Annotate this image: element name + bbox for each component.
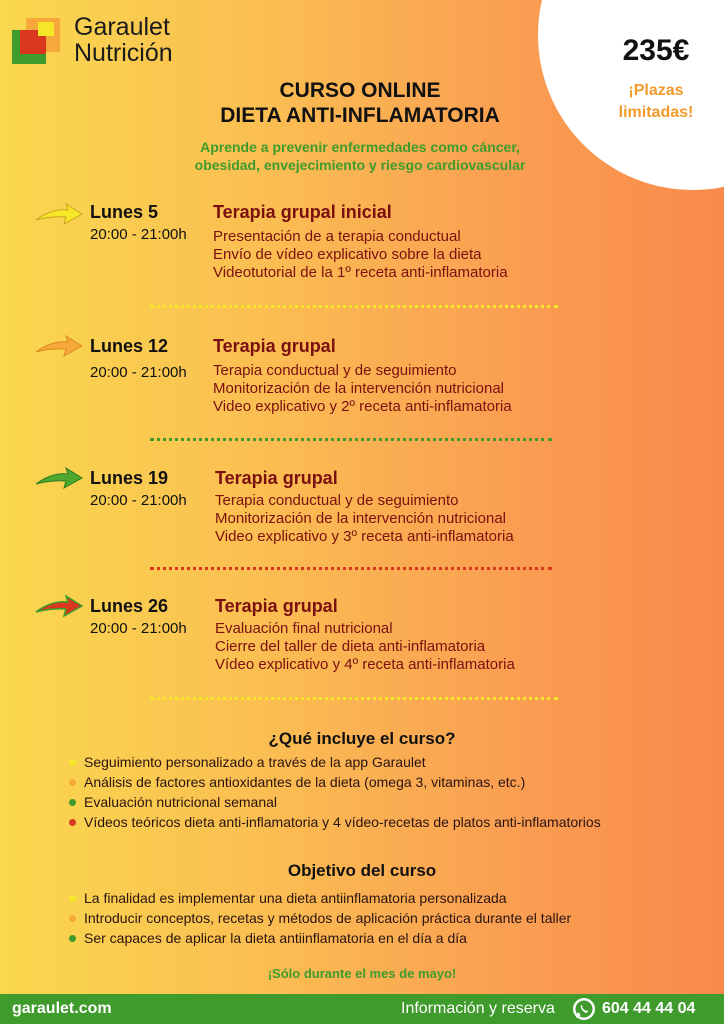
session-2 [0,334,724,454]
price-note-line-2: limitadas! [618,104,694,121]
session-day: Lunes 12 [90,336,169,356]
right-arrow-icon [34,466,84,492]
session-items [215,620,515,674]
title-line-1: CURSO ONLINE [279,79,441,102]
price-amount: 235€ [622,34,690,67]
session-item: Evaluación final nutricional [215,620,393,637]
subtitle-line-2: obesidad, envejecimiento y riesgo cardiovascular [194,157,526,173]
whatsapp-icon[interactable] [572,997,596,1021]
session-item: Presentación de a terapia conductual [213,228,461,245]
red-dot-icon [69,819,76,826]
garaulet-logo-icon [12,18,62,68]
list-item: La finalidad es implementar una dieta antiinflamatoria personalizada [68,888,708,908]
session-title: Terapia grupal inicial [213,202,392,222]
session-item: Monitorización de la intervención nutricional [215,510,506,527]
session-item: Videotutorial de la 1º receta anti-inflamatoria [213,264,508,281]
right-arrow-icon [34,334,84,360]
objective-heading: Objetivo del curso [287,861,437,880]
session-items [215,492,514,546]
list-item: Seguimiento personalizado a través de la app Garaulet [68,752,708,772]
brand-logo [12,14,202,70]
divider-yellow [150,697,558,700]
session-item: Cierre del taller de dieta anti-inflamatoria [215,638,486,655]
session-item: Terapia conductual y de seguimiento [213,362,457,379]
session-day: Lunes 5 [90,202,159,222]
session-title: Terapia grupal [215,468,338,488]
list-item: Ser capaces de aplicar la dieta antiinflamatoria en el día a día [68,928,708,948]
course-title [140,78,580,128]
course-subtitle [120,138,600,174]
price-note-line-1: ¡Plazas [628,82,684,99]
session-title: Terapia grupal [215,596,338,616]
list-item: Análisis de factores antioxidantes de la dieta (omega 3, vitaminas, etc.) [68,772,708,792]
session-item: Envío de vídeo explicativo sobre la dieta [213,246,482,263]
session-time: 20:00 - 21:00h [90,226,187,243]
orange-dot-icon [69,779,76,786]
includes-list [68,752,708,832]
phone-number[interactable]: 604 44 44 04 [602,1000,696,1017]
session-day: Lunes 19 [90,468,169,488]
price-note [604,80,708,124]
website-link[interactable]: garaulet.com [12,1000,112,1017]
right-arrow-icon [34,202,84,228]
divider-red [150,567,552,570]
divider-yellow [150,305,558,308]
session-4 [0,594,724,714]
includes-heading: ¿Qué incluye el curso? [268,729,456,748]
session-day: Lunes 26 [90,596,169,616]
session-title: Terapia grupal [213,336,336,356]
orange-dot-icon [69,915,76,922]
session-time: 20:00 - 21:00h [90,364,187,381]
divider-green [150,438,552,441]
session-items [213,228,508,282]
promo-note: ¡Sólo durante el mes de mayo! [267,966,457,981]
session-item: Monitorización de la intervención nutricional [213,380,504,397]
logo-line-2: Nutrición [74,39,173,67]
session-time: 20:00 - 21:00h [90,620,187,637]
green-dot-icon [69,935,76,942]
objective-list [68,888,708,948]
list-item: Vídeos teóricos dieta anti-inflamatoria y 4 vídeo-recetas de platos anti-inflamatorios [68,812,708,832]
session-1 [0,198,724,318]
logo-line-1: Garaulet [74,13,170,41]
title-line-2: DIETA ANTI-INFLAMATORIA [220,104,500,127]
session-item: Video explicativo y 3º receta anti-inflamatoria [215,528,514,545]
session-item: Video explicativo y 2º receta anti-inflamatoria [213,398,512,415]
logo-text [74,14,173,66]
session-items [213,362,512,416]
subtitle-line-1: Aprende a prevenir enfermedades como cáncer, [200,139,520,155]
info-label: Información y reserva [401,1000,555,1017]
right-arrow-icon [34,594,84,620]
list-item: Introducir conceptos, recetas y métodos de aplicación práctica durante el taller [68,908,708,928]
footer-bar [0,994,724,1024]
session-time: 20:00 - 21:00h [90,492,187,509]
list-item: Evaluación nutricional semanal [68,792,708,812]
yellow-dot-icon [69,895,76,902]
session-item: Terapia conductual y de seguimiento [215,492,459,509]
green-dot-icon [69,799,76,806]
yellow-dot-icon [69,759,76,766]
session-item: Vídeo explicativo y 4º receta anti-inflamatoria [215,656,515,673]
